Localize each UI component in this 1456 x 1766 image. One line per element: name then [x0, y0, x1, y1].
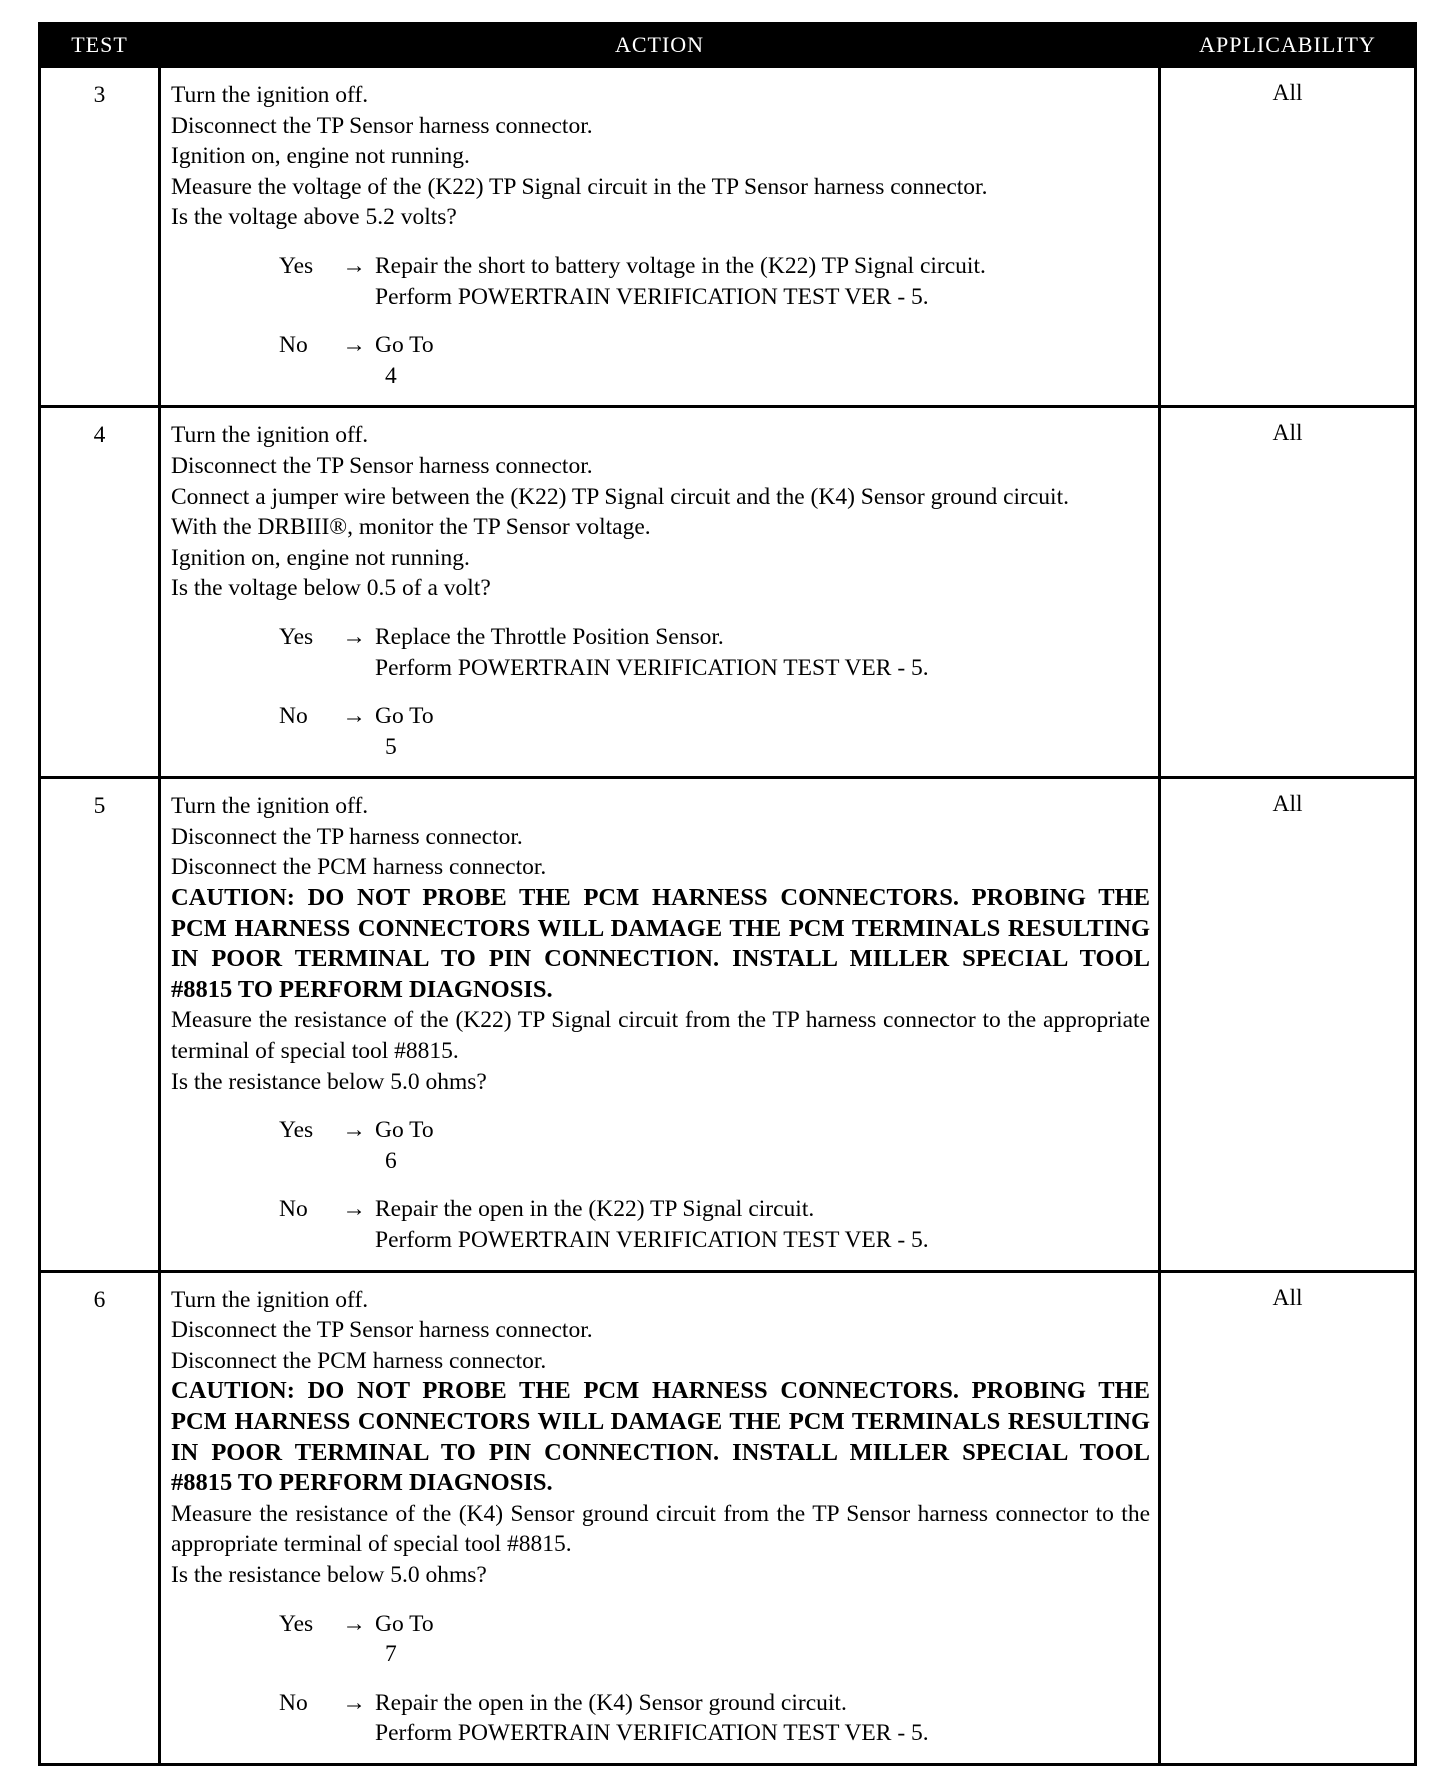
step-text: Disconnect the PCM harness connector.: [171, 854, 547, 881]
question-text: Is the voltage above 5.2 volts?: [171, 204, 457, 231]
yes-result: [375, 1609, 1150, 1670]
action-cell: [160, 778, 1160, 1271]
no-result: [375, 701, 1150, 762]
goto-text: Go To: [375, 332, 434, 359]
result-line: Repair the short to battery voltage in the (K22) TP Signal circuit.: [375, 252, 986, 279]
diagnostic-table: [38, 22, 1417, 1766]
no-label: No: [279, 703, 308, 730]
step-text: Turn the ignition off.: [171, 793, 369, 820]
table-row: [40, 67, 1416, 407]
step-text: Connect a jumper wire between the (K22) TP Signal circuit and the (K4) Sensor ground circuit.: [171, 483, 1069, 510]
step-text: Ignition on, engine not running.: [171, 143, 470, 170]
test-number: 5: [40, 778, 160, 1271]
no-branch: [279, 330, 1150, 391]
goto-number: 5: [385, 733, 397, 760]
step-text: Turn the ignition off.: [171, 422, 369, 449]
step-text: Measure the resistance of the (K22) TP Signal circuit from the TP harness connector to the appropriate terminal of special tool #8815.: [171, 1007, 1150, 1065]
goto-number: 6: [385, 1147, 397, 1174]
no-result: [375, 1194, 1150, 1255]
step-text: Measure the resistance of the (K4) Sensor ground circuit from the TP Sensor harness connector to the appropriate terminal of special tool #8815.: [171, 1500, 1150, 1558]
applicability-value: All: [1160, 67, 1416, 407]
arrow-icon: →: [342, 1117, 366, 1144]
step-text: With the DRBIII®, monitor the TP Sensor voltage.: [171, 514, 651, 541]
goto-text: Go To: [375, 1610, 434, 1637]
action-cell: [160, 1271, 1160, 1764]
step-text: Measure the voltage of the (K22) TP Signal circuit in the TP Sensor harness connector.: [171, 173, 988, 200]
test-number: 4: [40, 407, 160, 778]
yes-branch: [279, 622, 1150, 683]
header-test: TEST: [40, 24, 160, 67]
goto-number: 7: [385, 1641, 397, 1668]
step-text: Turn the ignition off.: [171, 1286, 369, 1313]
result-line: Repair the open in the (K4) Sensor ground circuit.: [375, 1689, 847, 1716]
no-label: No: [279, 1689, 308, 1716]
caution-text: CAUTION: DO NOT PROBE THE PCM HARNESS CONNECTORS. PROBING THE PCM HARNESS CONNECTORS WILL DAMAGE THE PCM TERMINALS RESULTING IN POOR TERMINAL TO PIN CONNECTION. INSTALL MILLER SPECIAL TOOL #8815 TO PERFORM DIAGNOSIS.: [171, 1377, 1150, 1497]
no-branch: [279, 1688, 1150, 1749]
arrow-icon: →: [342, 252, 366, 279]
no-result: [375, 330, 1150, 391]
arrow-icon: →: [342, 623, 366, 650]
step-text: Disconnect the TP Sensor harness connector.: [171, 452, 593, 479]
result-line: Repair the open in the (K22) TP Signal circuit.: [375, 1196, 815, 1223]
step-text: Disconnect the PCM harness connector.: [171, 1347, 547, 1374]
result-line: Perform POWERTRAIN VERIFICATION TEST VER - 5.: [375, 654, 929, 681]
yes-branch: [279, 1609, 1150, 1670]
arrow-icon: →: [342, 1689, 366, 1716]
step-text: Disconnect the TP harness connector.: [171, 823, 523, 850]
step-text: Disconnect the TP Sensor harness connector.: [171, 1317, 593, 1344]
action-cell: [160, 407, 1160, 778]
arrow-icon: →: [342, 1196, 366, 1223]
caution-text: CAUTION: DO NOT PROBE THE PCM HARNESS CONNECTORS. PROBING THE PCM HARNESS CONNECTORS WILL DAMAGE THE PCM TERMINALS RESULTING IN POOR TERMINAL TO PIN CONNECTION. INSTALL MILLER SPECIAL TOOL #8815 TO PERFORM DIAGNOSIS.: [171, 884, 1150, 1003]
yes-label: Yes: [279, 1610, 314, 1637]
yes-label: Yes: [279, 1117, 314, 1144]
goto-number: 4: [385, 362, 397, 389]
test-number: 6: [40, 1271, 160, 1764]
question-text: Is the voltage below 0.5 of a volt?: [171, 575, 491, 602]
no-branch: [279, 701, 1150, 762]
yes-branch: [279, 1115, 1150, 1176]
test-number: 3: [40, 67, 160, 407]
action-cell: [160, 67, 1160, 407]
applicability-value: All: [1160, 1271, 1416, 1764]
no-branch: [279, 1194, 1150, 1255]
table-row: [40, 778, 1416, 1271]
goto-text: Go To: [375, 703, 434, 730]
result-line: Perform POWERTRAIN VERIFICATION TEST VER - 5.: [375, 1720, 929, 1747]
header-action: ACTION: [160, 24, 1160, 67]
step-text: Turn the ignition off.: [171, 82, 369, 108]
result-line: Replace the Throttle Position Sensor.: [375, 623, 724, 650]
yes-result: [375, 251, 1150, 312]
arrow-icon: →: [342, 332, 366, 359]
step-text: Ignition on, engine not running.: [171, 544, 470, 571]
table-row: [40, 407, 1416, 778]
goto-text: Go To: [375, 1117, 434, 1144]
yes-branch: [279, 251, 1150, 312]
no-label: No: [279, 1196, 308, 1223]
arrow-icon: →: [342, 703, 366, 730]
no-result: [375, 1688, 1150, 1749]
yes-label: Yes: [279, 623, 314, 650]
yes-result: [375, 1115, 1150, 1176]
yes-label: Yes: [279, 252, 314, 279]
question-text: Is the resistance below 5.0 ohms?: [171, 1561, 487, 1588]
applicability-value: All: [1160, 778, 1416, 1271]
table-header: [40, 24, 1416, 67]
result-line: Perform POWERTRAIN VERIFICATION TEST VER - 5.: [375, 283, 929, 310]
applicability-value: All: [1160, 407, 1416, 778]
header-applicability: APPLICABILITY: [1160, 24, 1416, 67]
question-text: Is the resistance below 5.0 ohms?: [171, 1068, 487, 1095]
no-label: No: [279, 332, 308, 359]
arrow-icon: →: [342, 1610, 366, 1637]
step-text: Disconnect the TP Sensor harness connector.: [171, 112, 593, 139]
result-line: Perform POWERTRAIN VERIFICATION TEST VER - 5.: [375, 1227, 929, 1253]
table-row: [40, 1271, 1416, 1764]
yes-result: [375, 622, 1150, 683]
